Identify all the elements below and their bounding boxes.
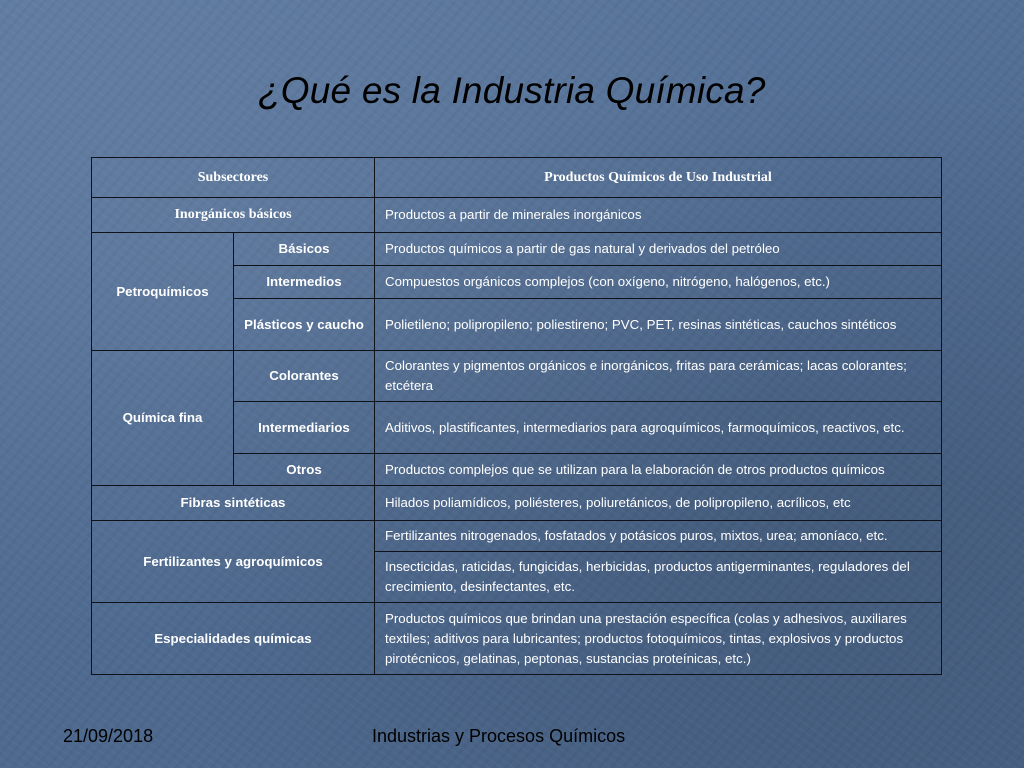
subsectors-table <box>91 157 942 675</box>
footer-title: Industrias y Procesos Químicos <box>372 726 626 746</box>
table-row <box>92 603 942 675</box>
table-row <box>92 198 942 233</box>
subcategory-cell: Plásticos y caucho <box>234 299 375 351</box>
category-fibras: Fibras sintéticas <box>92 486 375 521</box>
table-row <box>92 351 942 402</box>
header-subsectors: Subsectores <box>92 158 375 198</box>
product-cell: Insecticidas, raticidas, fungicidas, herbicidas, productos antigerminantes, reguladores del crecimiento, desinfectantes, etc. <box>375 552 942 603</box>
header-products: Productos Químicos de Uso Industrial <box>375 158 942 198</box>
category-petroquimicos: Petroquímicos <box>92 233 234 351</box>
product-cell: Productos químicos a partir de gas natural y derivados del petróleo <box>375 233 942 266</box>
subcategory-cell: Intermedios <box>234 266 375 299</box>
subcategory-cell: Colorantes <box>234 351 375 402</box>
table-row <box>92 486 942 521</box>
category-especialidades: Especialidades químicas <box>92 603 375 675</box>
subcategory-cell: Intermediarios <box>234 402 375 454</box>
footer-date: 21/09/2018 <box>63 726 154 746</box>
category-fertilizantes: Fertilizantes y agroquímicos <box>92 521 375 603</box>
table-row <box>92 521 942 552</box>
product-cell: Aditivos, plastificantes, intermediarios para agroquímicos, farmoquímicos, reactivos, etc. <box>375 402 942 454</box>
subcategory-cell: Básicos <box>234 233 375 266</box>
table-header-row <box>92 158 942 198</box>
product-cell: Polietileno; polipropileno; poliestireno; PVC, PET, resinas sintéticas, cauchos sintéticos <box>375 299 942 351</box>
subsectors-table-container <box>91 157 941 675</box>
product-cell: Productos complejos que se utilizan para la elaboración de otros productos químicos <box>375 454 942 486</box>
product-cell: Productos químicos que brindan una prestación específica (colas y adhesivos, auxiliares textiles; aditivos para lubricantes; productos fotoquímicos, tintas, explosivos y productos pirotécnicos, gelatinas, peptonas, sustancias proteínicas, etc.) <box>375 603 942 675</box>
product-cell: Compuestos orgánicos complejos (con oxígeno, nitrógeno, halógenos, etc.) <box>375 266 942 299</box>
product-cell: Hilados poliamídicos, poliésteres, poliuretánicos, de polipropileno, acrílicos, etc <box>375 486 942 521</box>
category-inorganicos: Inorgánicos básicos <box>92 198 375 233</box>
product-cell: Colorantes y pigmentos orgánicos e inorgánicos, fritas para cerámicas; lacas colorantes; etcétera <box>375 351 942 402</box>
product-cell: Productos a partir de minerales inorgánicos <box>375 198 942 233</box>
slide-title: ¿Qué es la Industria Química? <box>258 70 766 111</box>
category-quimica-fina: Química fina <box>92 351 234 486</box>
subcategory-cell: Otros <box>234 454 375 486</box>
table-row <box>92 233 942 266</box>
product-cell: Fertilizantes nitrogenados, fosfatados y potásicos puros, mixtos, urea; amoníaco, etc. <box>375 521 942 552</box>
